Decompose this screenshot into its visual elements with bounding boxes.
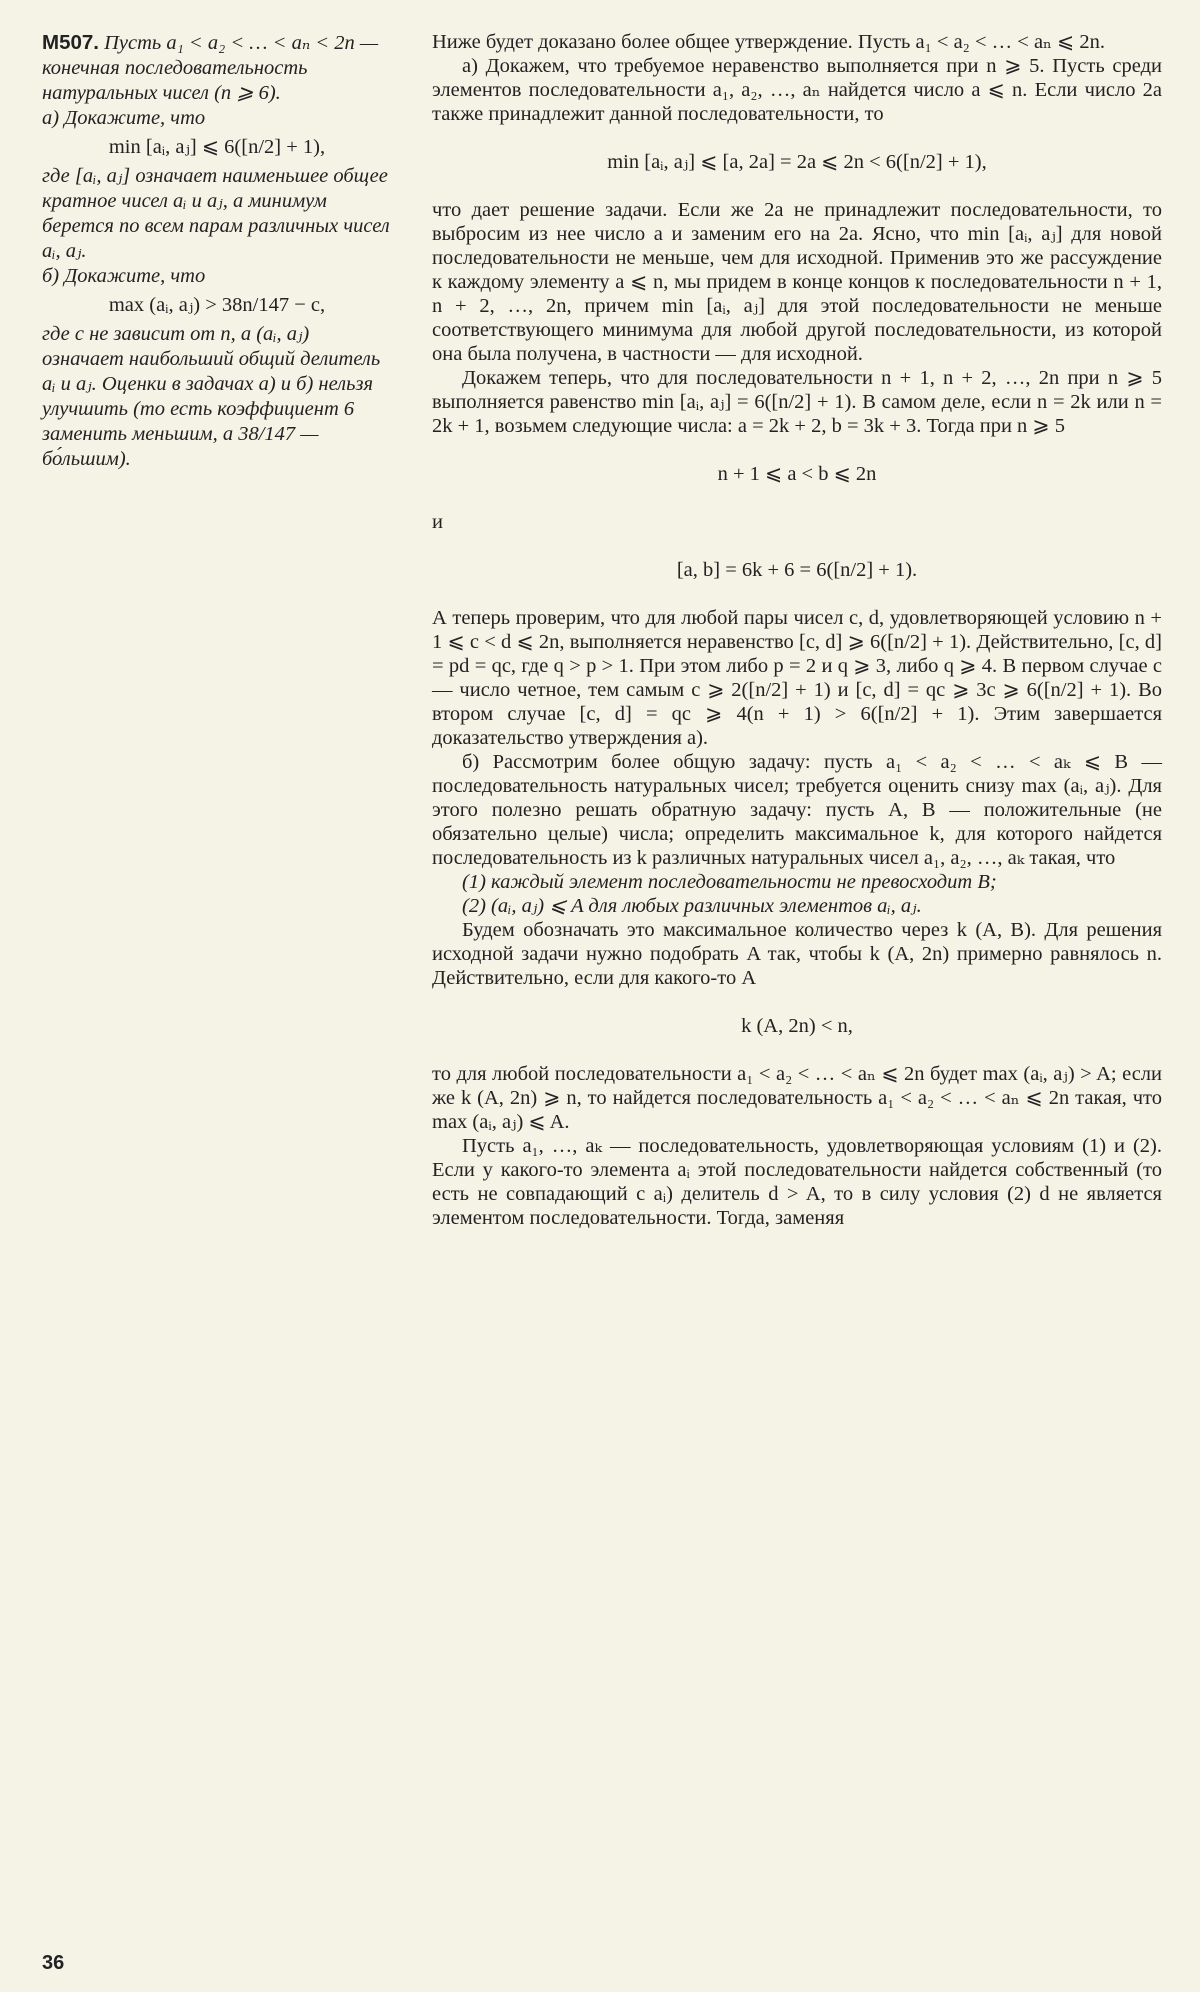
formula-b: max (aᵢ, aⱼ) > 38n/147 − c, — [108, 294, 326, 316]
formula-a: min [aᵢ, aⱼ] ⩽ 6([n/2] + 1), — [108, 136, 326, 158]
formula-4: k (A, 2n) < n, — [741, 1015, 853, 1037]
solution-p9: Пусть a₁, …, aₖ — последовательность, удовлетворяющая условиям (1) и (2). Если у какого-то элемента aᵢ этой последовательности найдется собственный (то есть не совпадающий с aᵢ) делитель d > A, то в силу условия (2) d не является элементом последовательности. Тогда, заменяя — [432, 1135, 1162, 1229]
condition-2: (2) (aᵢ, aⱼ) ⩽ A для любых различных элементов aᵢ, aⱼ. — [462, 895, 922, 917]
part-b-label: б) Докажите, что — [42, 265, 206, 287]
formula-2: n + 1 ⩽ a < b ⩽ 2n — [717, 463, 877, 485]
explain-b: где c не зависит от n, а (aᵢ, aⱼ) означает наибольший общий делитель aᵢ и aⱼ. Оценки в задачах а) и б) нельзя улучшить (то есть коэффициент 6 заменить меньшим, а 38/147 — бо́льшим). — [42, 323, 381, 470]
formula-1: min [aᵢ, aⱼ] ⩽ [a, 2a] = 2a ⩽ 2n < 6([n/2] + 1), — [607, 151, 987, 173]
solution-p5: А теперь проверим, что для любой пары чисел c, d, удовлетворяющей условию n + 1 ⩽ c < d ⩽ 2n, выполняется неравенство [c, d] ⩾ 6([n/2] + 1). Действительно, [c, d] = pd = qc, где q > p > 1. При этом либо p = 2 и q ⩾ 3, либо q ⩾ 4. В первом случае c — число четное, тем самым c ⩾ 2([n/2] + 1) и [c, d] = qc ⩾ 3c ⩾ 6([n/2] + 1). Во втором случае [c, d] = qc ⩾ 4(n + 1) > 6([n/2] + 1). Этим завершается доказательство утверждения а). — [432, 607, 1162, 749]
page-number: 36 — [42, 1952, 65, 1974]
solution-p7: Будем обозначать это максимальное количество через k (A, B). Для решения исходной задачи нужно подобрать A так, чтобы k (A, 2n) примерно равнялось n. Действительно, если для какого-то A — [432, 919, 1162, 989]
solution-column — [432, 30, 1162, 1230]
solution-p2: а) Докажем, что требуемое неравенство выполняется при n ⩾ 5. Пусть среди элементов последовательности a₁, a₂, …, aₙ найдется число a ⩽ n. Если число 2a также принадлежит данной последовательности, то — [432, 55, 1162, 125]
solution-p3: что дает решение задачи. Если же 2a не принадлежит последовательности, то выбросим из нее число a и заменим его на 2a. Ясно, что min [aᵢ, aⱼ] для новой последовательности не меньше, чем для исходной. Применив это же рассуждение к каждому элементу a ⩽ n, мы придем в конце концов к последовательности n + 1, n + 2, …, 2n, причем min [aᵢ, aⱼ] для этой последовательности не меньше соответствующего минимума для любой другой последовательности, из которой она была получена, в частности — для исходной. — [432, 199, 1162, 365]
problem-column — [42, 30, 392, 472]
solution-p8: то для любой последовательности a₁ < a₂ < … < aₙ ⩽ 2n будет max (aᵢ, aⱼ) > A; если же k (A, 2n) ⩾ n, то найдется последовательность a₁ < a₂ < … < aₙ ⩽ 2n такая, что max (aᵢ, aⱼ) ⩽ A. — [432, 1063, 1162, 1133]
part-a-label: а) Докажите, что — [42, 107, 206, 129]
solution-p1: Ниже будет доказано более общее утверждение. Пусть a₁ < a₂ < … < aₙ ⩽ 2n. — [432, 31, 1105, 53]
solution-p4: Докажем теперь, что для последовательности n + 1, n + 2, …, 2n при n ⩾ 5 выполняется равенство min [aᵢ, aⱼ] = 6([n/2] + 1). В самом деле, если n = 2k или n = 2k + 1, возьмем следующие числа: a = 2k + 2, b = 3k + 3. Тогда при n ⩾ 5 — [432, 367, 1162, 437]
problem-number: М507. — [42, 31, 99, 54]
formula-3: [a, b] = 6k + 6 = 6([n/2] + 1). — [676, 559, 918, 581]
and-word: и — [432, 511, 443, 533]
problem-statement: Пусть a₁ < a₂ < … < aₙ < 2n — конечная последовательность натуральных чисел (n ⩾ 6). — [42, 32, 379, 104]
condition-1: (1) каждый элемент последовательности не превосходит B; — [462, 871, 997, 893]
solution-p6: б) Рассмотрим более общую задачу: пусть a₁ < a₂ < … < aₖ ⩽ B — последовательность натуральных чисел; требуется оценить снизу max (aᵢ, aⱼ). Для этого полезно решать обратную задачу: пусть A, B — положительные (не обязательно целые) числа; определить максимальное k, для которого найдется последовательность из k различных натуральных чисел a₁, a₂, …, aₖ такая, что — [432, 751, 1162, 869]
explain-a: где [aᵢ, aⱼ] означает наименьшее общее кратное чисел aᵢ и aⱼ, а минимум берется по всем парам различных чисел aᵢ, aⱼ. — [42, 165, 390, 262]
